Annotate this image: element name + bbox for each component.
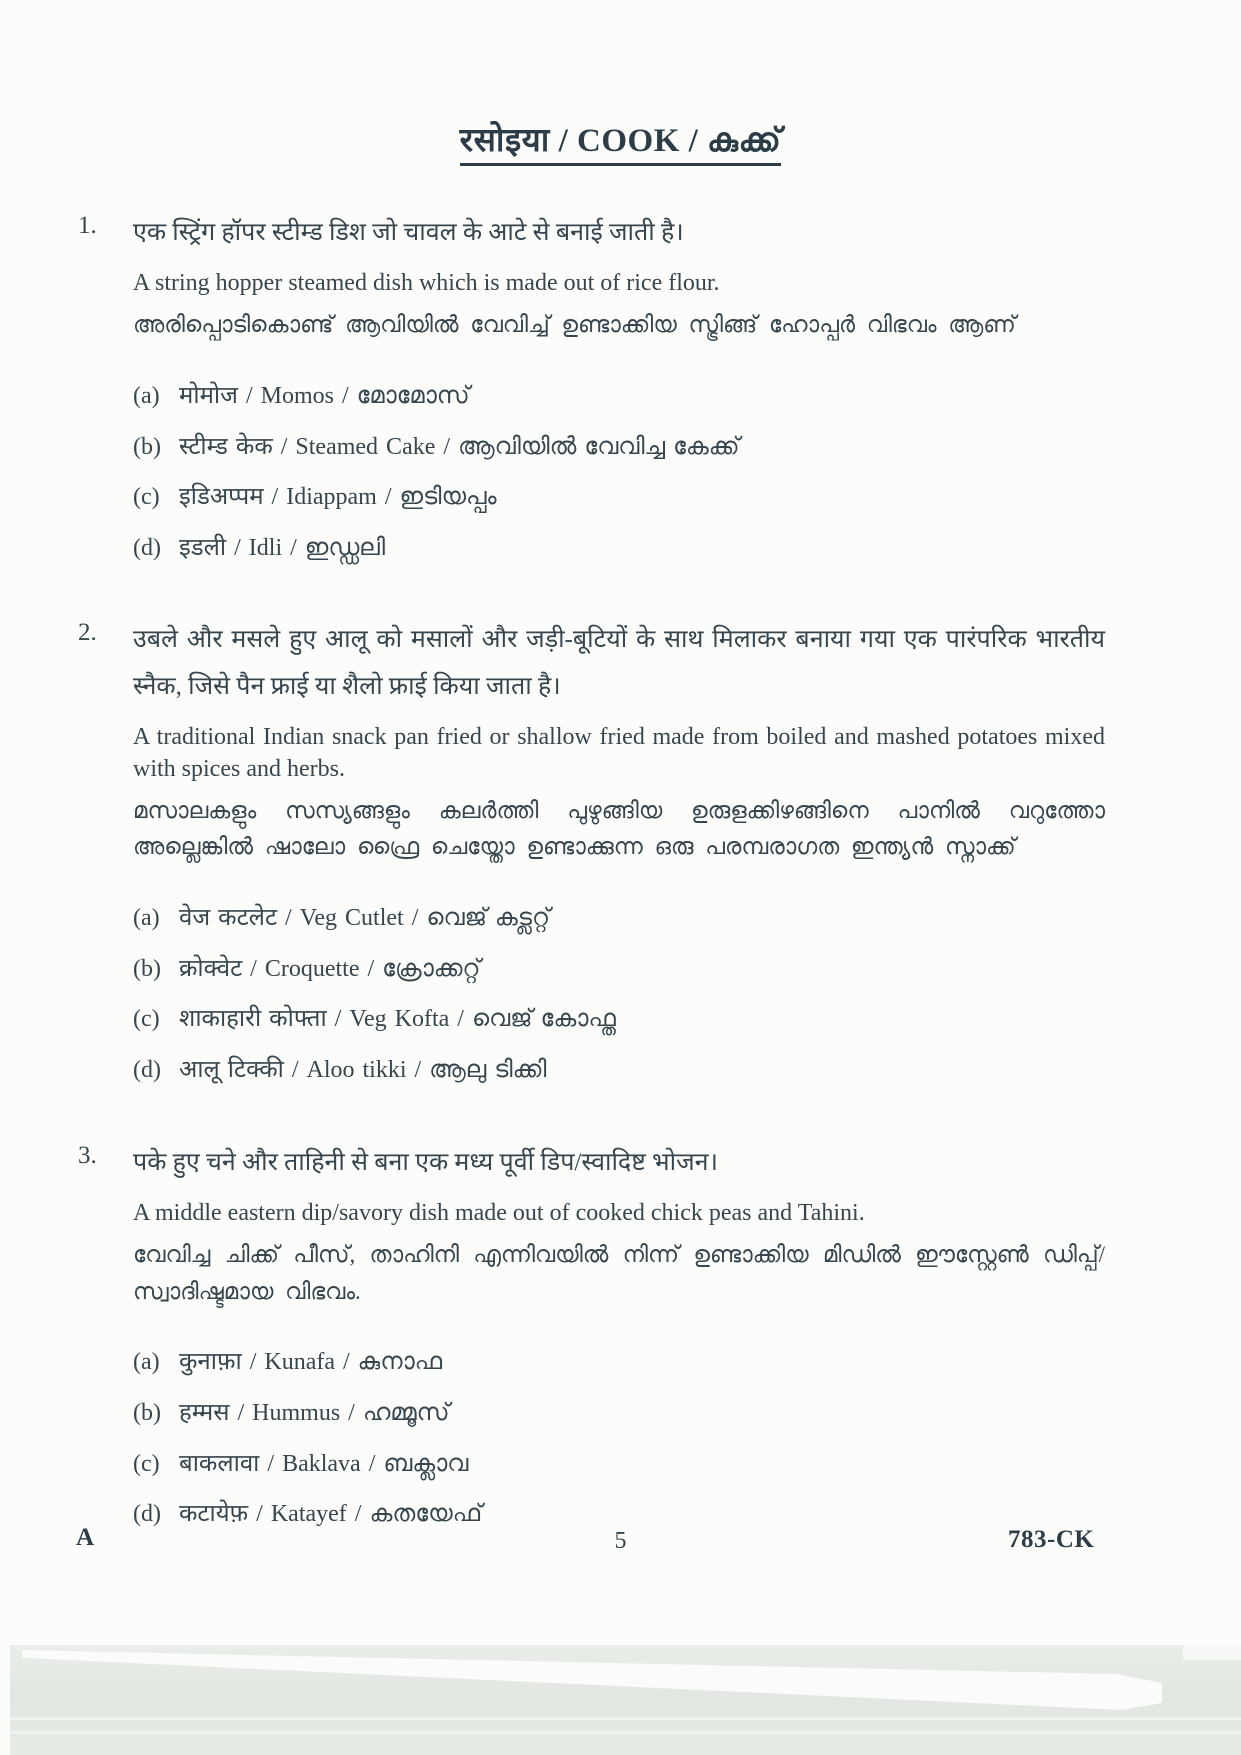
option-text: वेज कटलेट / Veg Cutlet / വെജ് കട്ലറ്റ് <box>179 905 551 932</box>
option-b <box>133 953 1105 987</box>
scan-artifact-band <box>10 1645 1241 1755</box>
question-text-english: A string hopper steamed dish which is made out of rice flour. <box>133 270 720 297</box>
question-number: 1. <box>78 212 97 239</box>
option-letter: (a) <box>133 1349 160 1376</box>
question-body <box>133 210 1105 565</box>
question-number: 2. <box>78 619 97 647</box>
underlying-page-edge <box>22 1650 1162 1710</box>
option-a <box>133 1346 1105 1380</box>
option-b <box>133 1397 1105 1431</box>
option-text: क्रोक्वेट / Croquette / ക്രോക്കറ്റ് <box>179 955 481 982</box>
option-text: कटायेफ़ / Katayef / കതയേഫ് <box>179 1501 483 1528</box>
option-a <box>133 902 1105 936</box>
question-number: 3. <box>78 1141 97 1169</box>
question-text-hindi: उबले और मसले हुए आलू को मसालों और जड़ी-बूटियों के साथ मिलाकर बनाया गया एक पारंपरिक भारतीय स्नैक, जिसे पैन फ्राई या शैलो फ्राई किया जाता है। <box>133 626 1105 700</box>
option-text: इडली / Idli / ഇഡ്ഡലി <box>179 534 386 561</box>
question-text-hindi: एक स्ट्रिंग हॉपर स्टीम्ड डिश जो चावल के आटे से बनाई जाती है। <box>133 219 684 246</box>
option-c <box>133 481 1105 515</box>
question-2 <box>78 617 1105 1087</box>
question-text-malayalam: വേവിച്ച ചിക്ക് പീസ്, താഹിനി എന്നിവയിൽ നിന്ന് ഉണ്ടാക്കിയ മിഡിൽ ഈസ്റ്റേൺ ഡിപ്പ്/സ്വാദിഷ്ടമായ വിഭവം. <box>133 1241 1105 1304</box>
page-number: 5 <box>614 1528 627 1554</box>
option-d <box>133 1054 1105 1088</box>
options-list <box>133 1346 1105 1531</box>
option-letter: (d) <box>133 1057 161 1084</box>
option-text: आलू टिक्की / Aloo tikki / ആലു ടിക്കി <box>179 1057 547 1084</box>
question-text-malayalam: അരിപ്പൊടികൊണ്ട് ആവിയിൽ വേവിച്ച് ഉണ്ടാക്കിയ സ്ട്രിങ്ങ് ഹോപ്പർ വിഭവം ആണ് <box>133 312 1016 338</box>
question-1 <box>78 210 1105 565</box>
question-body <box>133 617 1105 1087</box>
option-text: शाकाहारी कोफ्ता / Veg Kofta / വെജ് കോഫ്ത <box>179 1006 616 1033</box>
option-c <box>133 1003 1105 1037</box>
option-text: बाकलावा / Baklava / ബക്ലാവ <box>179 1450 469 1477</box>
option-letter: (c) <box>133 1006 160 1033</box>
option-letter: (d) <box>133 534 161 561</box>
question-text-hindi: पके हुए चने और ताहिनी से बना एक मध्य पूर्वी डिप/स्वादिष्ट भोजन। <box>133 1148 718 1176</box>
option-d <box>133 1498 1105 1532</box>
page-title-row <box>0 0 1241 166</box>
option-letter: (b) <box>133 955 161 982</box>
option-b <box>133 431 1105 465</box>
option-text: हम्मस / Hummus / ഹമ്മൂസ് <box>179 1399 450 1426</box>
option-text: कुनाफ़ा / Kunafa / കുനാഫ <box>179 1349 443 1376</box>
options-list <box>133 380 1105 565</box>
question-body <box>133 1140 1105 1532</box>
option-letter: (a) <box>133 905 160 932</box>
option-letter: (d) <box>133 1501 161 1528</box>
option-letter: (c) <box>133 1450 160 1477</box>
option-text: इडिअप्पम / Idiappam / ഇടിയപ്പം <box>179 484 497 511</box>
question-text-english: A traditional Indian snack pan fried or shallow fried made from boiled and mashed potatoes mixed with spices and herbs. <box>133 723 1105 782</box>
option-letter: (a) <box>133 382 160 409</box>
option-a <box>133 380 1105 414</box>
question-text-english: A middle eastern dip/savory dish made out of cooked chick peas and Tahini. <box>133 1199 865 1226</box>
options-list <box>133 902 1105 1087</box>
question-text-malayalam: മസാലകളും സസ്യങ്ങളും കലർത്തി പുഴുങ്ങിയ ഉരുളക്കിഴങ്ങിനെ പാനിൽ വറുത്തോ അല്ലെങ്കിൽ ഷാലോ ഫ്രൈ ചെയ്തോ ഉണ്ടാക്കുന്ന ഒരു പരമ്പരാഗത ഇന്ത്യൻ സ്നാക്ക് <box>133 797 1105 860</box>
option-c <box>133 1448 1105 1482</box>
option-text: मोमोज / Momos / മോമോസ് <box>179 382 470 409</box>
option-text: स्टीम्ड केक / Steamed Cake / ആവിയിൽ വേവിച്ച കേക്ക് <box>179 433 740 460</box>
questions-area <box>78 210 1105 1532</box>
booklet-set-code: A <box>76 1524 95 1551</box>
page-stack-edge-line <box>10 1717 1241 1720</box>
page-corner-notch <box>1183 1645 1241 1660</box>
page-title: रसोइया / COOK / കുക്ക് <box>460 116 782 166</box>
option-d <box>133 532 1105 566</box>
question-3 <box>78 1140 1105 1532</box>
option-letter: (c) <box>133 484 160 511</box>
page-stack-edge-line <box>10 1731 1241 1734</box>
option-letter: (b) <box>133 433 161 460</box>
paper-code: 783-CK <box>1008 1526 1095 1553</box>
option-letter: (b) <box>133 1399 161 1426</box>
